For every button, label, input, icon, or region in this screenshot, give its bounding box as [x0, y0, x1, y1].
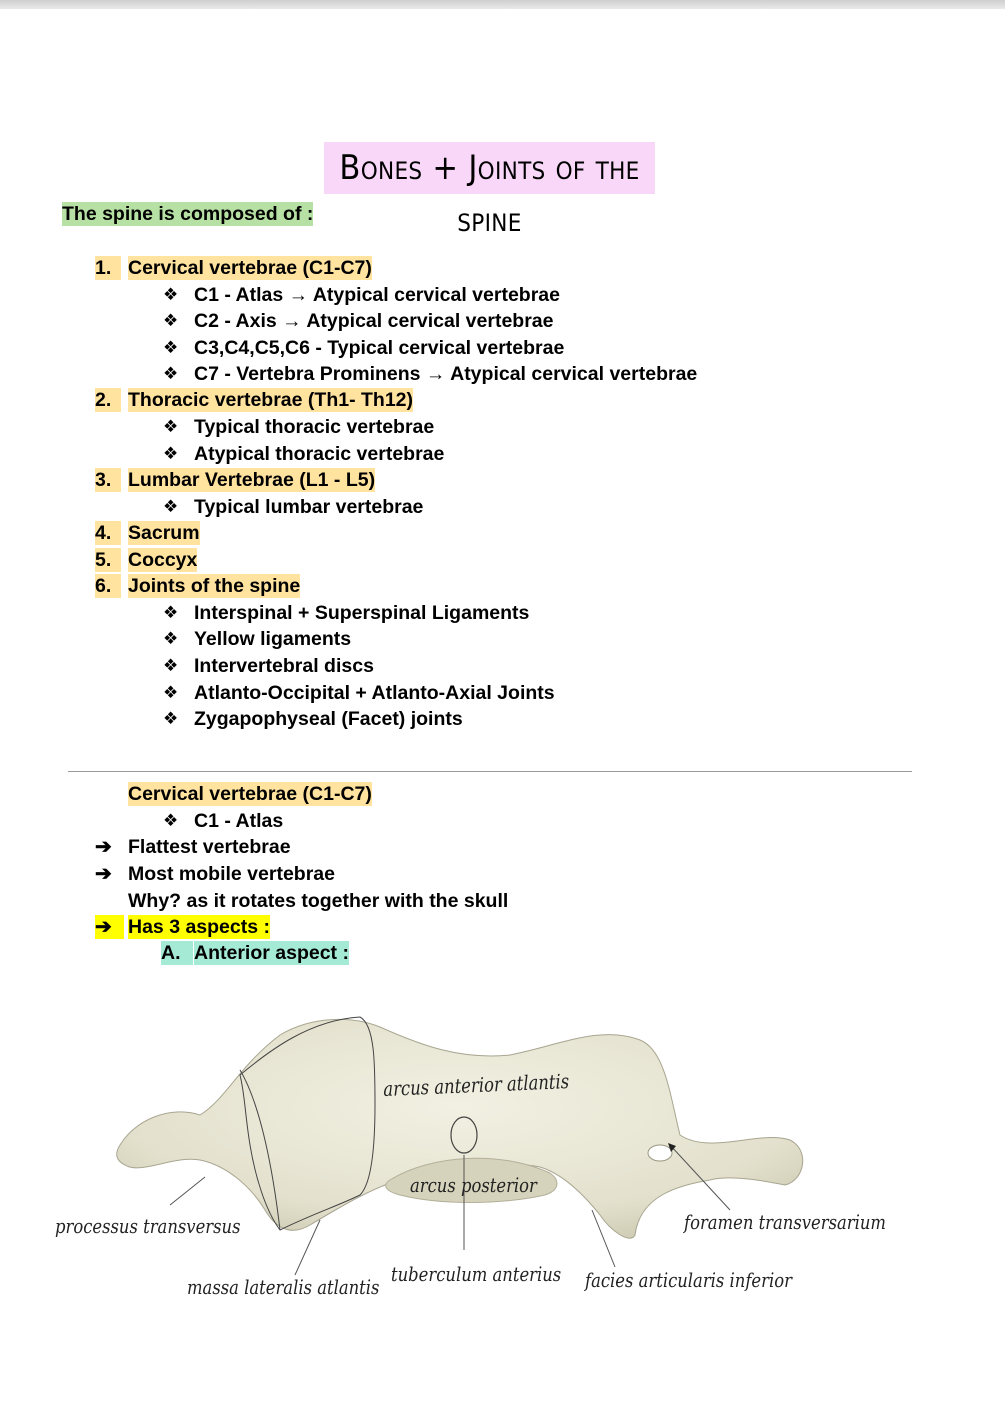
aspects-text: Has 3 aspects : — [128, 916, 270, 938]
anterior-aspect-heading: Anterior aspect : — [194, 942, 349, 964]
sub-item: Intervertebral discs — [194, 655, 374, 677]
outline-number: 6. — [95, 574, 121, 598]
diamond-bullet-icon: ❖ — [163, 364, 179, 383]
arrow-bullet-icon: ➔ — [95, 915, 124, 939]
label-arcus-anterior: arcus anterior atlantis — [383, 1069, 570, 1101]
label-massa-lateralis: massa lateralis atlantis — [187, 1275, 380, 1299]
foramen-marker — [648, 1145, 672, 1161]
diamond-bullet-icon: ❖ — [163, 444, 179, 463]
diamond-bullet-icon: ❖ — [163, 338, 179, 357]
diamond-bullet-icon: ❖ — [163, 417, 179, 436]
outline-number: 5. — [95, 548, 121, 572]
sub-item: Atlanto-Occipital + Atlanto-Axial Joints — [194, 682, 555, 704]
outline-number: 3. — [95, 468, 121, 492]
label-arcus-posterior: arcus posterior — [410, 1173, 537, 1197]
sub-item: C7 - Vertebra Prominens → Atypical cervical vertebrae — [194, 363, 698, 385]
diamond-bullet-icon: ❖ — [163, 656, 179, 675]
outline-item-joints: Joints of the spine — [128, 575, 301, 597]
outline-item-thoracic: Thoracic vertebrae (Th1- Th12) — [128, 389, 413, 411]
horizontal-divider — [68, 771, 912, 772]
section-heading-cervical: Cervical vertebrae (C1-C7) — [128, 783, 372, 805]
sub-item: C1 - Atlas → Atypical cervical vertebrae — [194, 284, 560, 306]
sub-item: Typical thoracic vertebrae — [194, 416, 435, 438]
label-foramen-transversarium: foramen transversarium — [684, 1210, 886, 1234]
why-text: Why? as it rotates together with the skull — [128, 890, 509, 912]
leader-line — [170, 1177, 205, 1205]
diamond-bullet-icon: ❖ — [163, 709, 179, 728]
diamond-bullet-icon: ❖ — [163, 311, 179, 330]
outline-item-cervical: Cervical vertebrae (C1-C7) — [128, 257, 372, 279]
diamond-bullet-icon: ❖ — [163, 603, 179, 622]
outline-item-coccyx: Coccyx — [128, 549, 198, 571]
outline-number: 1. — [95, 256, 121, 280]
intro-text: The spine is composed of : — [62, 203, 314, 225]
outline-item-lumbar: Lumbar Vertebrae (L1 - L5) — [128, 469, 376, 491]
point-mobile: Most mobile vertebrae — [128, 863, 335, 885]
window-top-bar — [0, 0, 1005, 9]
arrow-bullet-icon: ➔ — [95, 836, 112, 858]
sub-item: Atypical thoracic vertebrae — [194, 443, 445, 465]
outline-number: 2. — [95, 388, 121, 412]
label-facies-articularis: facies articularis inferior — [585, 1268, 792, 1292]
diamond-bullet-icon: ❖ — [163, 285, 179, 304]
page-title: Bones + Joints of the spine — [324, 142, 655, 194]
sub-item: Typical lumbar vertebrae — [194, 496, 424, 518]
outline-number: 4. — [95, 521, 121, 545]
sub-item: Yellow ligaments — [194, 628, 352, 650]
sub-item: Interspinal + Superspinal Ligaments — [194, 602, 530, 624]
sub-item: C2 - Axis → Atypical cervical vertebrae — [194, 310, 554, 332]
diamond-bullet-icon: ❖ — [163, 683, 179, 702]
diamond-bullet-icon: ❖ — [163, 811, 179, 830]
label-processus-transversus: processus transversus — [55, 1214, 241, 1238]
diamond-bullet-icon: ❖ — [163, 629, 179, 648]
label-tuberculum-anterius: tuberculum anterius — [391, 1262, 562, 1286]
sub-item: C3,C4,C5,C6 - Typical cervical vertebrae — [194, 337, 565, 359]
outline-item-sacrum: Sacrum — [128, 522, 200, 544]
diamond-bullet-icon: ❖ — [163, 497, 179, 516]
arrow-bullet-icon: ➔ — [95, 863, 112, 885]
sub-item-atlas: C1 - Atlas — [194, 810, 284, 832]
point-flattest: Flattest vertebrae — [128, 836, 291, 858]
atlas-bone-shape — [117, 1019, 803, 1238]
aspect-letter: A. — [161, 941, 193, 965]
sub-item: Zygapophyseal (Facet) joints — [194, 708, 463, 730]
